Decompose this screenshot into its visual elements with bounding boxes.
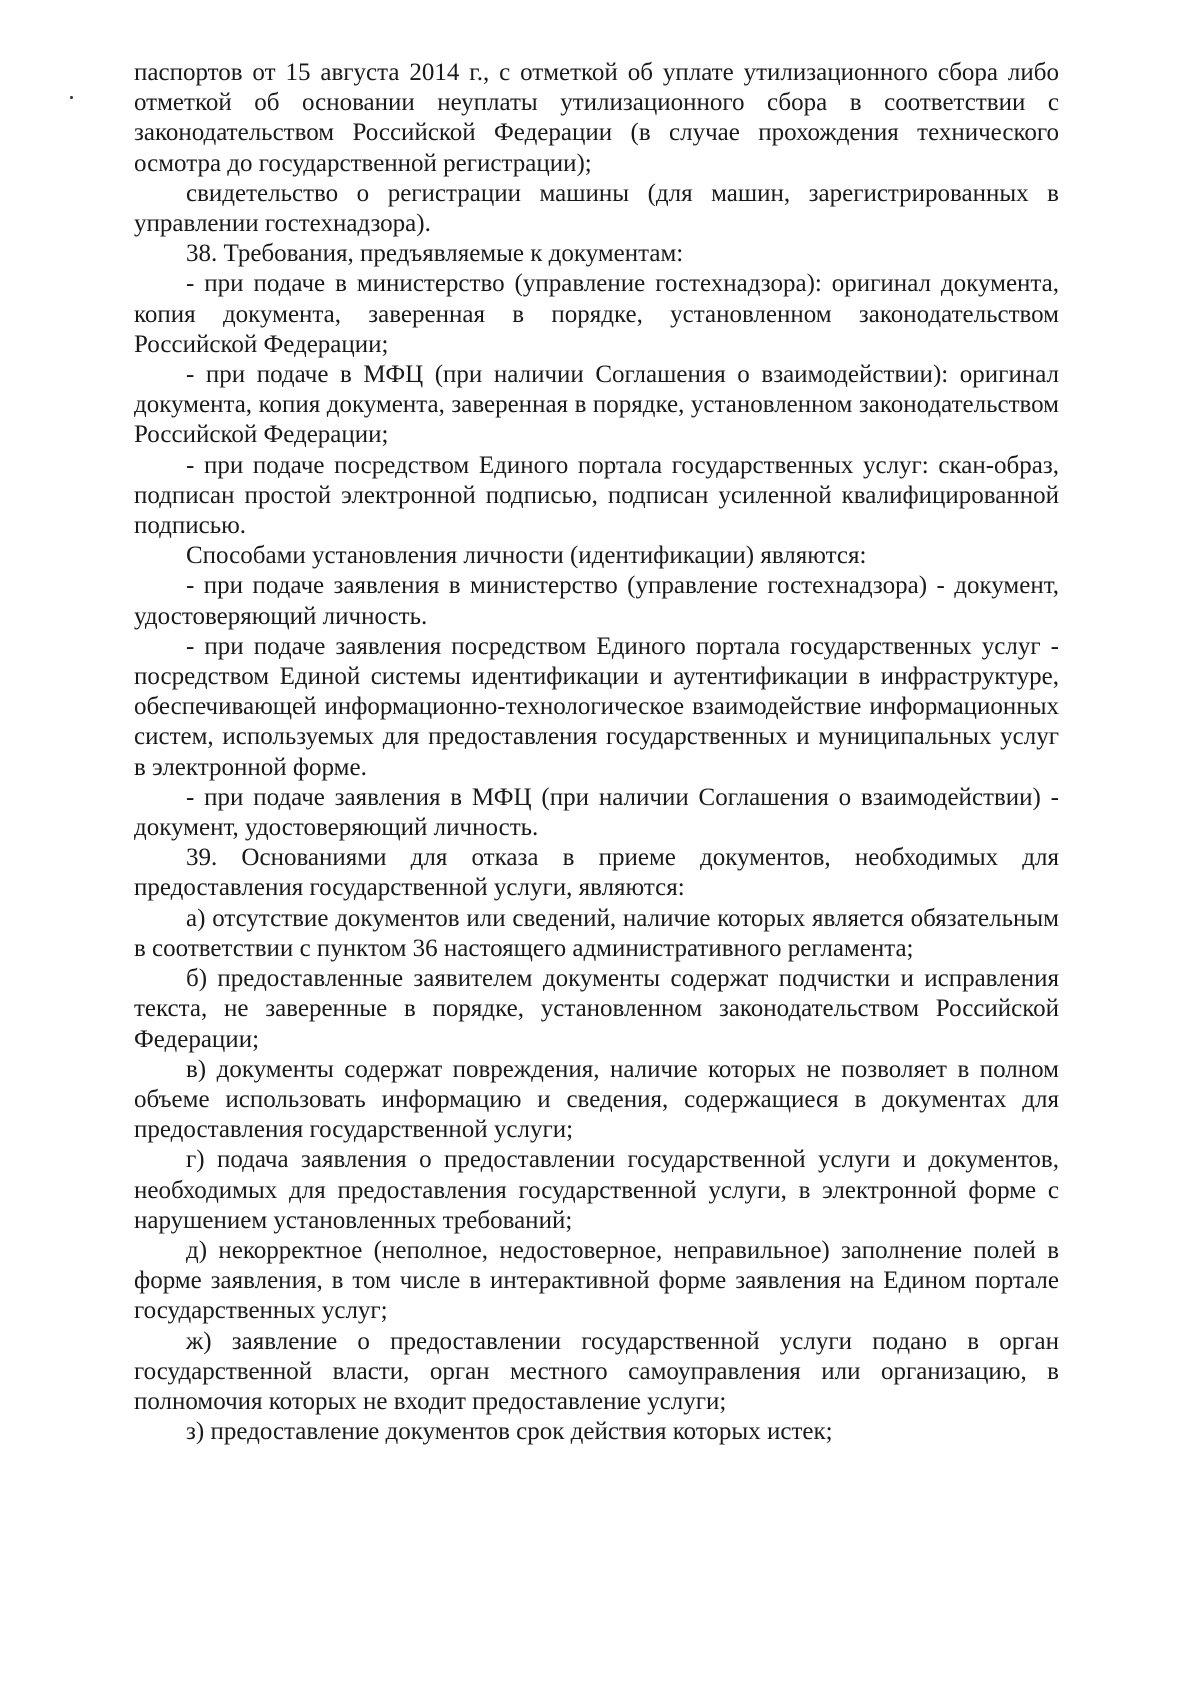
document-body — [134, 58, 1059, 1447]
paragraph-39-zh: ж) заявление о предоставлении государственной услуги подано в орган государственной власти, орган местного самоуправления или организацию, в полномочия которых не входит предоставление услуги; — [134, 1327, 1059, 1415]
paragraph-39-z: з) предоставление документов срок действия которых истек; — [186, 1418, 833, 1446]
paragraph-39-a: а) отсутствие документов или сведений, наличие которых является обязательным в соответствии с пунктом 36 настоящего административного регламента; — [134, 904, 1059, 962]
paragraph-38-mfc: - при подаче в МФЦ (при наличии Соглашения о взаимодействии): оригинал документа, копия документа, заверенная в порядке, установленном законодательством Российской Федерации; — [134, 361, 1059, 449]
paragraph-identification-ministry: - при подаче заявления в министерство (управление гостехнадзора) - документ, удостоверяющий личность. — [134, 572, 1059, 630]
paragraph-39-heading: 39. Основаниями для отказа в приеме документов, необходимых для предоставления государственной услуги, являются: — [134, 844, 1059, 902]
paragraph-continuation: паспортов от 15 августа 2014 г., с отметкой об уплате утилизационного сбора либо отметкой об основании неуплаты утилизационного сбора в соответствии с законодательством Российской Федерации (в случае прохождения технического осмотра до государственной регистрации); — [134, 59, 1059, 177]
paragraph-38-heading: 38. Требования, предъявляемые к документам: — [186, 240, 684, 268]
paragraph-identification-heading: Способами установления личности (идентификации) являются: — [186, 542, 867, 570]
paragraph-39-g: г) подача заявления о предоставлении государственной услуги и документов, необходимых для предоставления государственной услуги, в электронной форме с нарушением установленных требований; — [134, 1146, 1059, 1234]
paragraph-identification-portal: - при подаче заявления посредством Единого портала государственных услуг - посредством Единой системы идентификации и аутентификации в инфраструктуре, обеспечивающей информационно-технологическое взаимодействие информационных систем, используемых для предоставления государственных и муниципальных услуг в электронной форме. — [134, 632, 1059, 781]
paragraph-39-d: д) некорректное (неполное, недостоверное, неправильное) заполнение полей в форме заявления, в том числе в интерактивной форме заявления на Едином портале государственных услуг; — [134, 1236, 1059, 1325]
paragraph-identification-mfc: - при подаче заявления в МФЦ (при наличии Соглашения о взаимодействии) - документ, удостоверяющий личность. — [134, 783, 1059, 842]
paragraph-39-v: в) документы содержат повреждения, наличие которых не позволяет в полном объеме использовать информацию и сведения, содержащиеся в документах для предоставления государственной услуги; — [134, 1055, 1059, 1144]
scan-speck — [70, 96, 73, 99]
paragraph-38-portal: - при подаче посредством Единого портала государственных услуг: скан-образ, подписан простой электронной подписью, подписан усиленной квалифицированной подписью. — [134, 451, 1059, 540]
paragraph-38-ministry: - при подаче в министерство (управление гостехнадзора): оригинал документа, копия документа, заверенная в порядке, установленном законодательством Российской Федерации; — [134, 270, 1059, 358]
paragraph-39-b: б) предоставленные заявителем документы содержат подчистки и исправления текста, не заверенные в порядке, установленном законодательством Российской Федерации; — [134, 965, 1059, 1053]
paragraph-registration-certificate: свидетельство о регистрации машины (для машин, зарегистрированных в управлении гостехнадзора). — [134, 179, 1059, 238]
